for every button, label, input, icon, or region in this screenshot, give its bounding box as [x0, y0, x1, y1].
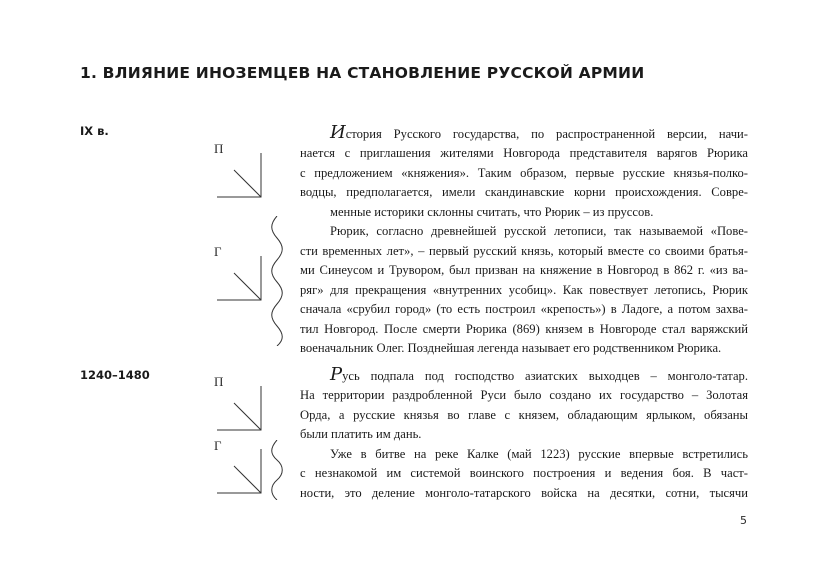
text-line: История Русского государства, по распространенной версии, начи- [330, 122, 748, 143]
paragraph [300, 124, 748, 222]
text-line: ряг» для прекращения «внутренних усобиц». Как повествует летопись, Рюрик [300, 282, 748, 297]
paragraph [300, 222, 748, 358]
margin-marker-g: Г [214, 244, 222, 259]
wavy-brace-icon [268, 440, 286, 500]
corner-arrow-icon [216, 255, 262, 301]
corner-arrow-icon [216, 385, 262, 431]
text-line: нается с приглашения жителями Новгорода представителя варягов Рюрика [300, 146, 748, 161]
chapter-heading: 1. ВЛИЯНИЕ ИНОЗЕМЦЕВ НА СТАНОВЛЕНИЕ РУССКОЙ АРМИИ [80, 64, 645, 82]
text-line: тил Новгород. После смерти Рюрика (869) князем в Новгороде стал варяжский [300, 321, 748, 336]
drop-cap: И [330, 122, 346, 143]
text-line: На территории раздробленной Руси было создано их государство – Золотая [300, 388, 748, 403]
paragraph [300, 445, 748, 503]
text-line: с незнакомой им системой воинского построения и ведения боя. В част- [300, 466, 748, 481]
period-label-1240-1480: 1240–1480 [80, 368, 150, 382]
margin-marker-p: П [214, 141, 224, 156]
text-line: ми Синеусом и Трувором, был призван на княжение в Новгород в 862 г. «из ва- [300, 263, 748, 278]
period-label-ix-century: IX в. [80, 124, 109, 138]
page-number: 5 [740, 514, 747, 527]
text-line: военачальник Олег. Позднейшая легенда называет его родственником Рюрика. [300, 340, 722, 355]
margin-marker-g: Г [214, 438, 222, 453]
text-block-1240-1480 [300, 366, 748, 503]
paragraph [300, 366, 748, 445]
text-line: водцы, предполагается, имели скандинавские корни происхождения. Совре- [300, 185, 748, 200]
corner-arrow-icon [216, 152, 262, 198]
text-line: Уже в битве на реке Калке (май 1223) русские впервые встретились [330, 446, 748, 461]
text-line: с предложением «княжения». Таким образом, первые русские князья-полко- [300, 165, 748, 180]
text-line: Орда, а русские князья во главе с князем, обладающим ярлыком, обязаны [300, 407, 748, 422]
margin-marker-p: П [214, 374, 224, 389]
text-line: сти временных лет», – первый русский князь, который вместе со своими братья- [300, 243, 748, 258]
text-line: менные историки склонны считать, что Рюрик – из пруссов. [330, 204, 654, 219]
text-block-ix-century [300, 124, 748, 358]
corner-arrow-icon [216, 448, 262, 494]
text-line: Русь подпала под господство азиатских выходцев – монголо-татар. [330, 364, 748, 385]
text-line: ности, это деление монголо-татарского войска на десятки, сотни, тысячи [300, 485, 748, 500]
text-line: сначала «срубил город» (то есть построил «крепость») в Ладоге, а потом захва- [300, 302, 748, 317]
text-line: Рюрик, согласно древнейшей русской летописи, так называемой «Пове- [330, 224, 748, 239]
text-line: были платить им дань. [300, 427, 422, 442]
wavy-brace-icon [268, 216, 286, 346]
drop-cap: Р [330, 364, 343, 385]
